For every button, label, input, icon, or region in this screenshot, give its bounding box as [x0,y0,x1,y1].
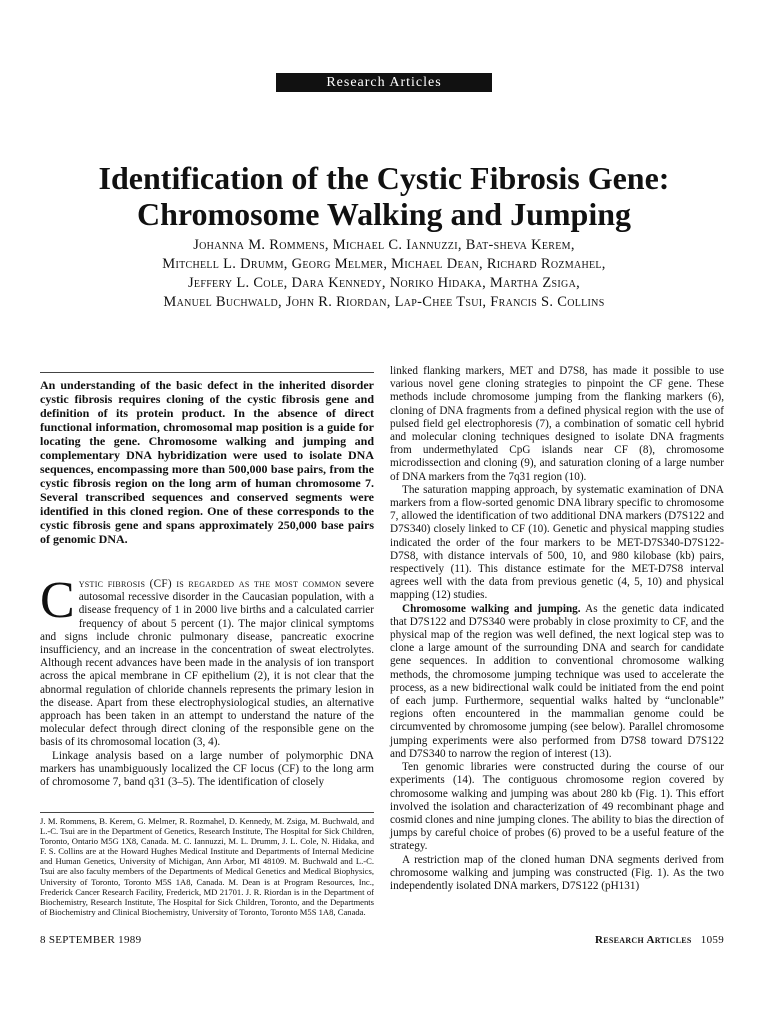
left-column [40,572,374,789]
footer-section-label: Research Articles [594,934,692,946]
author-line: Jeffery L. Cole, Dara Kennedy, Noriko Hidaka, Martha Zsiga, [187,275,581,291]
abstract-divider [40,372,374,373]
author-line: Johanna M. Rommens, Michael C. Iannuzzi, Bat-sheva Kerem, [193,237,575,253]
body-paragraph: linked flanking markers, MET and D7S8, has made it possible to use various novel gene cloning strategies to pinpoint the CF gene. These methods include chromosome jumping from the flanking markers (6), cloning of DNA fragments from a defined physical region with the use of pulsed field gel electrophoresis (7), a combination of somatic cell hybrid and molecular cloning techniques designed to isolate DNA fragments from undermethylated CpG islands near CF (8), chromosome microdissection and cloning (9), and saturation cloning of a large number of DNA markers from the 7q31 region (10). [390,365,724,483]
footer-date: 8 SEPTEMBER 1989 [40,934,142,946]
body-paragraph-text: As the genetic data indicated that D7S122 and D7S340 were probably in close proximity to CF, and the physical map of the region was well defined, the next logical step was to clone a large amount of the surrounding DNA and search for candidate gene sequences. In addition to conventional chromosome walking methods, the chromosome jumping technique was used to accelerate the process, as a new bidirectional walk could be initiated from the end point of each jump. Furthermore, sequential walks halted by “unclonable” regions often encountered in the mammalian genome could be circumvented by chromosome jumping (see below). Parallel chromosome jumping experiments were also performed from D7S8 toward D7S122 and D7S340 to narrow the region of interest (13). [390,602,724,760]
author-line: Manuel Buchwald, John R. Riordan, Lap-Chee Tsui, Francis S. Collins [163,294,605,310]
body-paragraph: A restriction map of the cloned human DNA segments derived from chromosome walking and jumping was constructed (Fig. 1). As the two independently isolated DNA markers, D7S122 (pH131) [390,853,724,892]
section-banner: Research Articles [276,73,492,92]
abstract: An understanding of the basic defect in the inherited disorder cystic fibrosis requires cloning of the cystic fibrosis gene and definition of its protein product. In the absence of direct functional information, chromosomal map position is a guide for locating the gene. Chromosome walking and jumping and complementary DNA hybridization were used to isolate DNA sequences, encompassing more than 500,000 base pairs, from the cystic fibrosis region on the long arm of human chromosome 7. Several transcribed sequences and conserved segments were identified in this cloned region. One of these corresponds to the cystic fibrosis gene and spans approximately 250,000 base pairs of genomic DNA. [40,378,374,546]
author-line: Mitchell L. Drumm, Georg Melmer, Michael Dean, Richard Rozmahel, [162,256,606,272]
body-paragraph: Ten genomic libraries were constructed during the course of our experiments (14). The contiguous chromosome region covered by chromosome walking and jumping was about 280 kb (Fig. 1). This effort involved the isolation and characterization of 49 recombinant phage and cosmid clones and nine jumping clones. The ability to bias the direction of jumps by careful choice of probes (6) proved to be a useful feature of the strategy. [390,761,724,853]
subsection-heading: Chromosome walking and jumping. [402,602,581,615]
page-number: 1059 [700,934,724,946]
intro-paragraph-text: severe autosomal recessive disorder in the Caucasian population, with a disease frequency of 1 in 2000 live births and a calculated carrier frequency of about 5 percent (1). The major clinical symptoms and signs include chronic pulmonary disease, pancreatic exocrine insufficiency, and an increase in the concentration of sweat electrolytes. Although recent advances have been made in the analysis of ion transport across the apical membrane in CF epithelium (2), it is not clear that the abnormal regulation of chloride channels represents the primary lesion in the disease. Apart from these electrophysiological studies, an alternative approach has been taken in an attempt to understand the nature of the molecular defect through direct cloning of the responsible gene on the basis of its chromosomal location (3, 4). [40,578,374,749]
body-paragraph: Linkage analysis based on a large number of polymorphic DNA markers has unambiguously localized the CF locus (CF) to the long arm of chromosome 7, band q31 (3–5). The identification of closely [40,749,374,789]
footnote-divider [40,812,374,813]
body-paragraph: The saturation mapping approach, by systematic examination of DNA markers from a flow-sorted genomic DNA library specific to chromosome 7, allowed the identification of two additional DNA markers (D7S122 and D7S340) closely linked to CF (10). Genetic and physical mapping studies indicated the order of the four markers to be MET-D7S340-D7S122-D7S8, with distance intervals of 500, 10, and 980 kilobase (kb) pairs, respectively (11). This distance estimate for the MET-D7S8 interval agrees well with the data from previous genetic (4, 5, 10) and physical mapping (12) studies. [390,483,724,602]
title-line-1: Identification of the Cystic Fibrosis Gene: [98,160,670,196]
intro-paragraph [40,572,374,750]
body-paragraph [390,603,724,761]
right-column [390,365,724,893]
drop-cap: C [40,572,75,629]
author-list [60,236,708,312]
article-title [30,160,738,232]
title-line-2: Chromosome Walking and Jumping [136,196,632,232]
footer-page-info [595,934,724,946]
lead-in-text: ystic fibrosis (CF) is regarded as the most common [78,578,342,590]
author-affiliations-footnote: J. M. Rommens, B. Kerem, G. Melmer, R. Rozmahel, D. Kennedy, M. Zsiga, M. Buchwald, and L.-C. Tsui are in the Department of Genetics, Research Institute, The Hospital for Sick Children, Toronto, Ontario M5G 1X8, Canada. M. C. Iannuzzi, M. L. Drumm, J. L. Cole, N. Hidaka, and F. S. Collins are at the Howard Hughes Medical Institute and Departments of Internal Medicine and Human Genetics, University of Michigan, Ann Arbor, MI 48109. M. Buchwald and L.-C. Tsui are also faculty members of the Departments of Medical Genetics and Medical Biophysics, University of Toronto, Toronto M5S 1A8, Canada. M. Dean is at Program Resources, Inc., Frederick Cancer Research Facility, Frederick, MD 21701. J. R. Riordan is in the Department of Biochemistry, Research Institute, The Hospital for Sick Children, Toronto, and the Departments of Biochemistry and Clinical Biochemistry, University of Toronto, Toronto M5S 1A8, Canada. [40,816,374,917]
